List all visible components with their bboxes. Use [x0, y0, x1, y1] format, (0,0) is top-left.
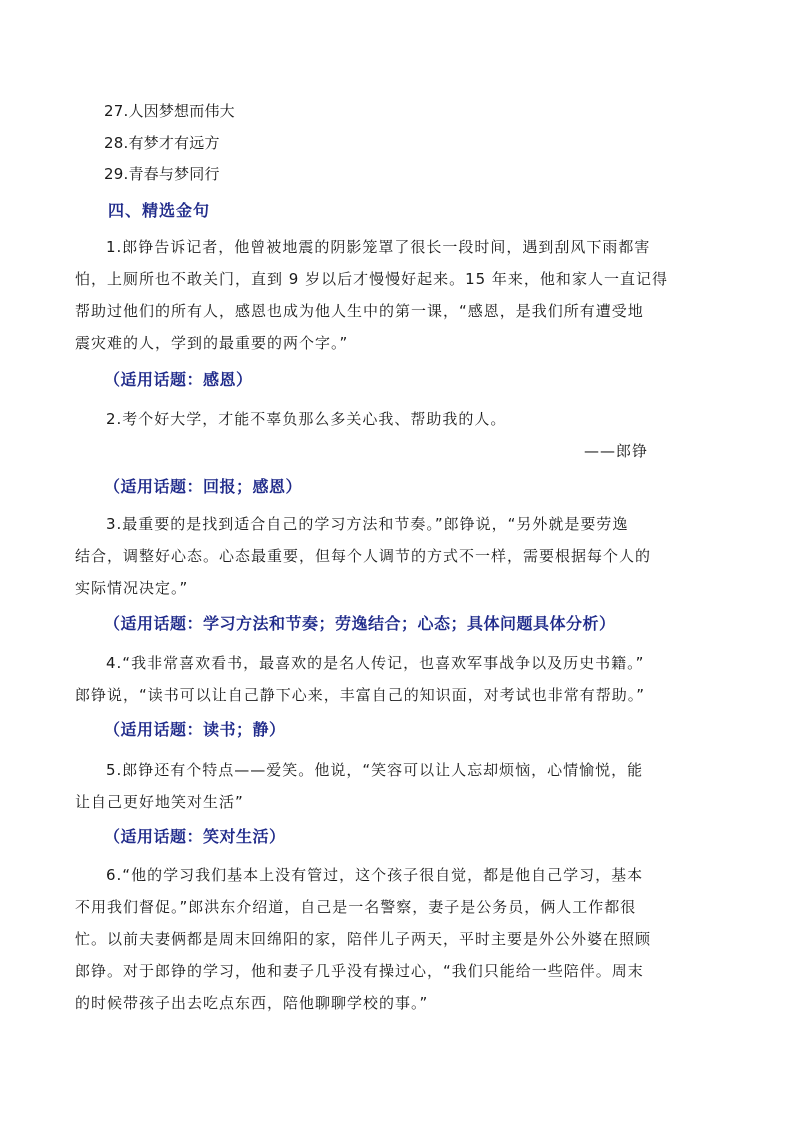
list-item-27: 27.人因梦想而伟大	[104, 102, 235, 120]
quote-4-topic: （适用话题：读书；静）	[104, 720, 286, 739]
quote-6-line-2: 不用我们督促。”郎洪东介绍道，自己是一名警察，妻子是公务员，俩人工作都很	[75, 898, 637, 916]
quote-2-attribution: ——郎铮	[584, 442, 649, 460]
quote-6-line-1: 6.“他的学习我们基本上没有管过，这个孩子很自觉，都是他自己学习，基本	[106, 866, 644, 884]
quote-5-line-1: 5.郎铮还有个特点——爱笑。他说，“笑容可以让人忘却烦恼，心情愉悦，能	[106, 761, 644, 779]
quote-5-topic: （适用话题：笑对生活）	[104, 827, 286, 846]
quote-1-line-3: 帮助过他们的所有人，感恩也成为他人生中的第一课，“感恩，是我们所有遭受地	[75, 302, 644, 320]
quote-3-line-2: 结合，调整好心态。心态最重要，但每个人调节的方式不一样，需要根据每个人的	[75, 547, 652, 565]
quote-6-line-4: 郎铮。对于郎铮的学习，他和妻子几乎没有操过心，“我们只能给一些陪伴。周末	[75, 962, 644, 980]
quote-2-topic: （适用话题：回报；感恩）	[104, 477, 303, 496]
section-heading: 四、精选金句	[108, 201, 211, 220]
quote-1-line-4: 震灾难的人，学到的最重要的两个字。”	[75, 334, 349, 352]
quote-4-line-1: 4.“我非常喜欢看书，最喜欢的是名人传记，也喜欢军事战争以及历史书籍。”	[106, 654, 645, 672]
quote-1-topic: （适用话题：感恩）	[104, 370, 253, 389]
quote-2-line-1: 2.考个好大学，才能不辜负那么多关心我、帮助我的人。	[106, 410, 507, 428]
quote-5-line-2: 让自己更好地笑对生活”	[75, 793, 244, 811]
list-item-29: 29.青春与梦同行	[104, 165, 220, 183]
quote-4-line-2: 郎铮说，“读书可以让自己静下心来，丰富自己的知识面，对考试也非常有帮助。”	[75, 686, 646, 704]
quote-6-line-3: 忙。以前夫妻俩都是周末回绵阳的家，陪伴儿子两天，平时主要是外公外婆在照顾	[75, 930, 652, 948]
quote-1-line-2: 怕，上厕所也不敢关门，直到 9 岁以后才慢慢好起来。15 年来，他和家人一直记得	[75, 270, 668, 288]
quote-6-line-5: 的时候带孩子出去吃点东西，陪他聊聊学校的事。”	[75, 994, 429, 1012]
list-item-28: 28.有梦才有远方	[104, 134, 220, 152]
quote-3-line-1: 3.最重要的是找到适合自己的学习方法和节奏。”郎铮说，“另外就是要劳逸	[106, 515, 629, 533]
quote-3-line-3: 实际情况决定。”	[75, 579, 189, 597]
quote-1-line-1: 1.郎铮告诉记者，他曾被地震的阴影笼罩了很长一段时间，遇到刮风下雨都害	[106, 238, 651, 256]
quote-3-topic: （适用话题：学习方法和节奏；劳逸结合；心态；具体问题具体分析）	[104, 614, 616, 633]
